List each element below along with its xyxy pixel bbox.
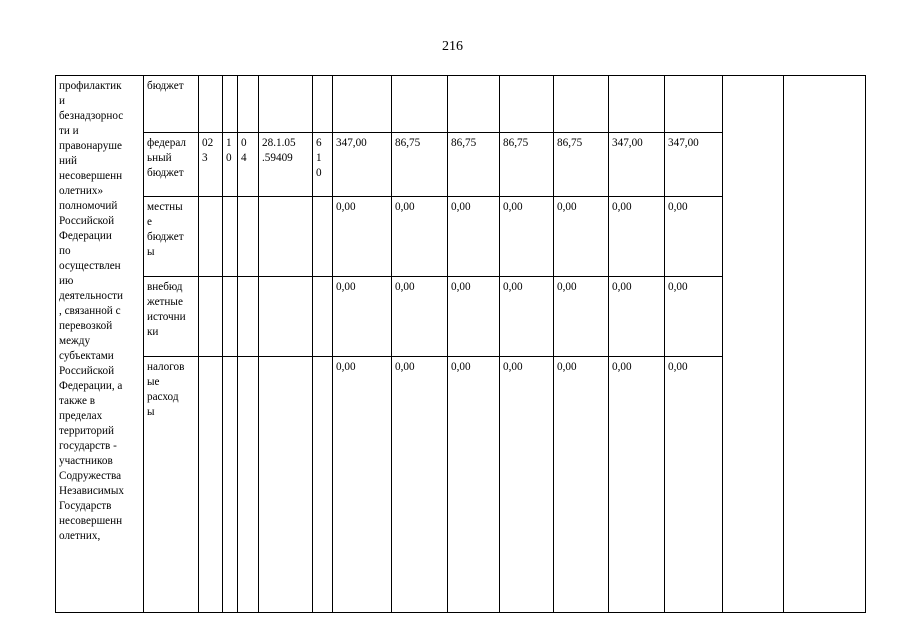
value-cell: 347,00 xyxy=(333,133,392,197)
value-cell: 86,75 xyxy=(392,133,448,197)
budget-table xyxy=(55,75,866,613)
pr-cell xyxy=(238,357,259,613)
grbs-cell: 02 3 xyxy=(199,133,223,197)
value-cell: 0,00 xyxy=(609,357,665,613)
value-cell: 0,00 xyxy=(665,277,723,357)
value-cell: 0,00 xyxy=(554,277,609,357)
pr-cell xyxy=(238,277,259,357)
grbs-cell xyxy=(199,197,223,277)
value-cell: 0,00 xyxy=(333,277,392,357)
value-cell: 0,00 xyxy=(448,357,500,613)
value-cell: 0,00 xyxy=(554,197,609,277)
value-cell xyxy=(665,76,723,133)
funding-source: внебюд жетные источни ки xyxy=(144,277,199,357)
grbs-cell xyxy=(199,76,223,133)
value-cell: 0,00 xyxy=(665,357,723,613)
empty-column-cell xyxy=(723,76,784,613)
vr-cell xyxy=(313,76,333,133)
csr-cell xyxy=(259,277,313,357)
value-cell: 0,00 xyxy=(500,357,554,613)
csr-cell xyxy=(259,197,313,277)
value-cell xyxy=(554,76,609,133)
value-cell: 0,00 xyxy=(500,197,554,277)
value-cell: 0,00 xyxy=(333,197,392,277)
value-cell xyxy=(392,76,448,133)
pr-cell xyxy=(238,76,259,133)
funding-source: федерал ьный бюджет xyxy=(144,133,199,197)
value-cell: 0,00 xyxy=(392,277,448,357)
pr-cell xyxy=(238,197,259,277)
value-cell: 347,00 xyxy=(609,133,665,197)
csr-cell xyxy=(259,357,313,613)
value-cell: 86,75 xyxy=(448,133,500,197)
value-cell xyxy=(333,76,392,133)
grbs-cell xyxy=(199,357,223,613)
vr-cell xyxy=(313,197,333,277)
vr-cell: 6 1 0 xyxy=(313,133,333,197)
rz-cell xyxy=(223,357,238,613)
grbs-cell xyxy=(199,277,223,357)
value-cell: 0,00 xyxy=(554,357,609,613)
rz-cell: 1 0 xyxy=(223,133,238,197)
value-cell: 0,00 xyxy=(609,277,665,357)
page-number: 216 xyxy=(442,39,463,54)
funding-source: бюджет xyxy=(144,76,199,133)
value-cell: 0,00 xyxy=(609,197,665,277)
value-cell xyxy=(609,76,665,133)
rz-cell xyxy=(223,197,238,277)
funding-source: налогов ые расход ы xyxy=(144,357,199,613)
value-cell: 0,00 xyxy=(665,197,723,277)
rz-cell xyxy=(223,76,238,133)
value-cell: 86,75 xyxy=(554,133,609,197)
value-cell: 86,75 xyxy=(500,133,554,197)
value-cell: 0,00 xyxy=(448,197,500,277)
table-row xyxy=(56,76,866,133)
value-cell xyxy=(448,76,500,133)
vr-cell xyxy=(313,277,333,357)
value-cell: 0,00 xyxy=(333,357,392,613)
value-cell: 347,00 xyxy=(665,133,723,197)
empty-column-cell xyxy=(784,76,866,613)
csr-cell xyxy=(259,76,313,133)
value-cell: 0,00 xyxy=(392,197,448,277)
value-cell: 0,00 xyxy=(448,277,500,357)
csr-cell: 28.1.05 .59409 xyxy=(259,133,313,197)
value-cell xyxy=(500,76,554,133)
pr-cell: 0 4 xyxy=(238,133,259,197)
vr-cell xyxy=(313,357,333,613)
funding-source: местны е бюджет ы xyxy=(144,197,199,277)
measure-description: профилактик и безнадзорнос ти и правонаруше ний несовершенн олетних» полномочий Российской Федерации по осуществлен ию деятельности , связанной с перевозкой между субъектами Российской Федерации, а также в пределах территорий государств - участников Содружества Независимых Государств несовершенн олетних, xyxy=(56,76,144,613)
value-cell: 0,00 xyxy=(392,357,448,613)
value-cell: 0,00 xyxy=(500,277,554,357)
rz-cell xyxy=(223,277,238,357)
